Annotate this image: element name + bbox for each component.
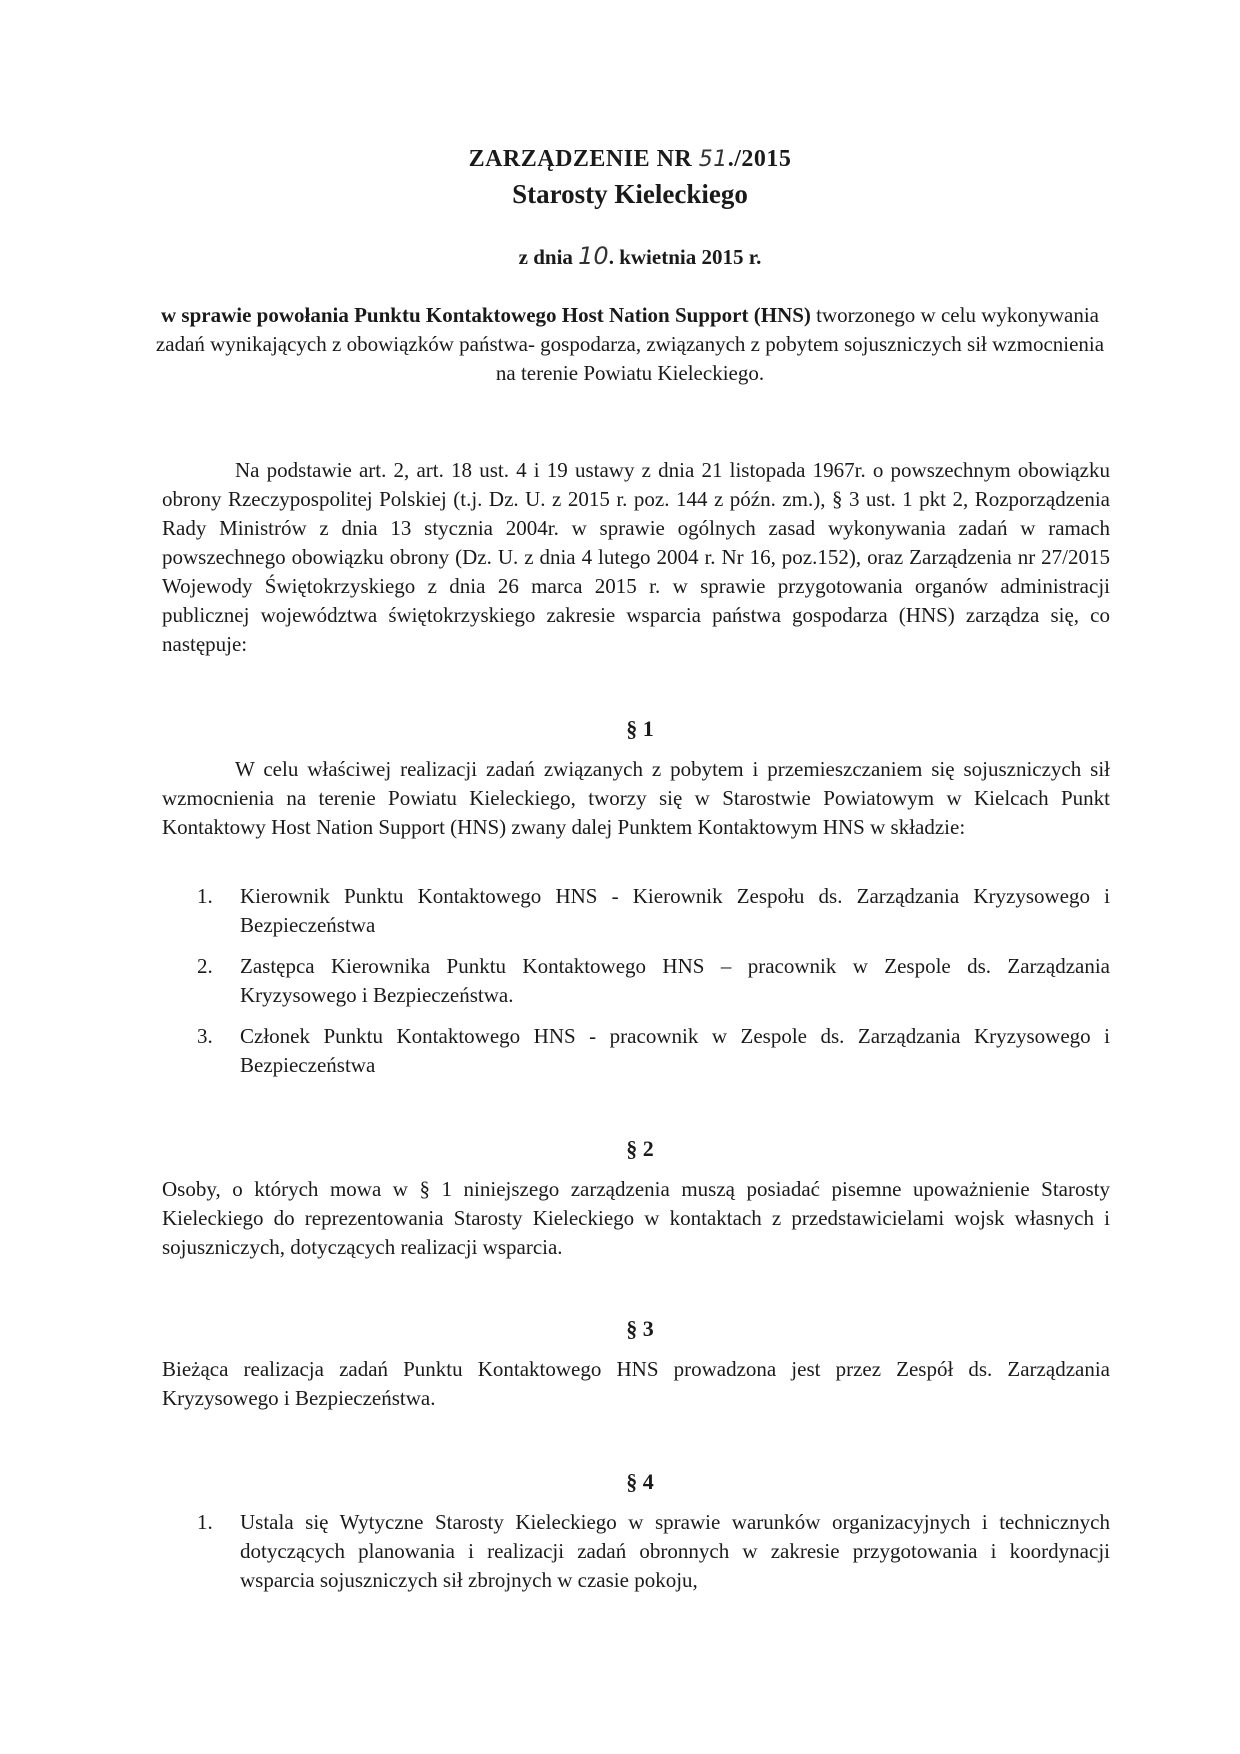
list-item-number: 2.	[197, 954, 213, 978]
list-item	[162, 882, 1110, 940]
list-item-number: 1.	[197, 1510, 213, 1534]
section-2-heading: § 2	[626, 1136, 654, 1161]
list-item	[162, 1022, 1110, 1080]
date-suffix: . kwietnia 2015 r.	[608, 245, 762, 269]
section-2-text: Osoby, o których mowa w § 1 niniejszego zarządzenia muszą posiadać pisemne upoważnienie Starosty Kieleckiego do reprezentowania Starosty Kieleckiego w kontaktach z przedstawicielami wojsk własnych i sojuszniczych, dotyczących realizacji wsparcia.	[162, 1177, 1110, 1259]
section-1-list	[162, 882, 1110, 1092]
document-title	[0, 146, 1240, 173]
subject-rest: tworzonego w celu wykonywania zadań wynikających z obowiązków państwa- gospodarza, związanych z pobytem sojuszniczych sił wzmocnienia na terenie Powiatu Kieleckiego.	[155, 303, 1105, 385]
handwritten-day: 10	[578, 242, 609, 270]
list-item	[162, 1508, 1110, 1595]
list-item-text: Ustala się Wytyczne Starosty Kieleckiego w sprawie warunków organizacyjnych i technicznych dotyczących planowania i realizacji zadań obronnych w zakresie przygotowania i koordynacji wsparcia sojuszniczych sił zbrojnych w czasie pokoju,	[240, 1510, 1110, 1592]
document-date	[0, 242, 1240, 270]
legal-basis	[162, 456, 1110, 659]
date-prefix: z dnia	[518, 245, 579, 269]
section-4-list	[162, 1508, 1110, 1607]
handwritten-number: 51	[698, 147, 728, 172]
document-subtitle: Starosty Kieleckiego	[512, 179, 748, 209]
section-1-text	[162, 755, 1110, 842]
list-item-text: Kierownik Punktu Kontaktowego HNS - Kierownik Zespołu ds. Zarządzania Kryzysowego i Bezpieczeństwa	[240, 884, 1110, 937]
list-item-text: Zastępca Kierownika Punktu Kontaktowego HNS – pracownik w Zespole ds. Zarządzania Kryzysowego i Bezpieczeństwa.	[240, 954, 1110, 1007]
title-suffix: ./2015	[727, 146, 792, 172]
legal-basis-text: Na podstawie art. 2, art. 18 ust. 4 i 19 ustawy z dnia 21 listopada 1967r. o powszechnym obowiązku obrony Rzeczypospolitej Polskiej (t.j. Dz. U. z 2015 r. poz. 144 z późn. zm.), § 3 ust. 1 pkt 2, Rozporządzenia Rady Ministrów z dnia 13 stycznia 2004r. w sprawie ogólnych zasad wykonywania zadań w ramach powszechnego obowiązku obrony (Dz. U. z dnia 4 lutego 2004 r. Nr 16, poz.152), oraz Zarządzenia nr 27/2015 Wojewody Świętokrzyskiego z dnia 26 marca 2015 r. w sprawie przygotowania organów administracji publicznej województwa świętokrzyskiego zakresie wsparcia państwa gospodarza (HNS) zarządza się, co następuje:	[162, 458, 1110, 656]
subject-bold: w sprawie powołania Punktu Kontaktowego Host Nation Support (HNS)	[160, 303, 811, 327]
section-3-heading: § 3	[626, 1316, 654, 1341]
section-4-heading: § 4	[626, 1469, 654, 1494]
list-item-number: 1.	[197, 884, 213, 908]
section-1-heading: § 1	[626, 716, 654, 741]
section-1-body: W celu właściwej realizacji zadań związanych z pobytem i przemieszczaniem się sojuszniczych sił wzmocnienia na terenie Powiatu Kieleckiego, tworzy się w Starostwie Powiatowym w Kielcach Punkt Kontaktowy Host Nation Support (HNS) zwany dalej Punktem Kontaktowym HNS w składzie:	[162, 757, 1110, 839]
list-item	[162, 952, 1110, 1010]
section-3-text: Bieżąca realizacja zadań Punktu Kontaktowego HNS prowadzona jest przez Zespół ds. Zarządzania Kryzysowego i Bezpieczeństwa.	[162, 1357, 1110, 1410]
document-subject	[150, 301, 1110, 388]
title-prefix: ZARZĄDZENIE NR	[468, 146, 699, 172]
list-item-text: Członek Punktu Kontaktowego HNS - pracownik w Zespole ds. Zarządzania Kryzysowego i Bezpieczeństwa	[240, 1024, 1110, 1077]
list-item-number: 3.	[197, 1024, 213, 1048]
